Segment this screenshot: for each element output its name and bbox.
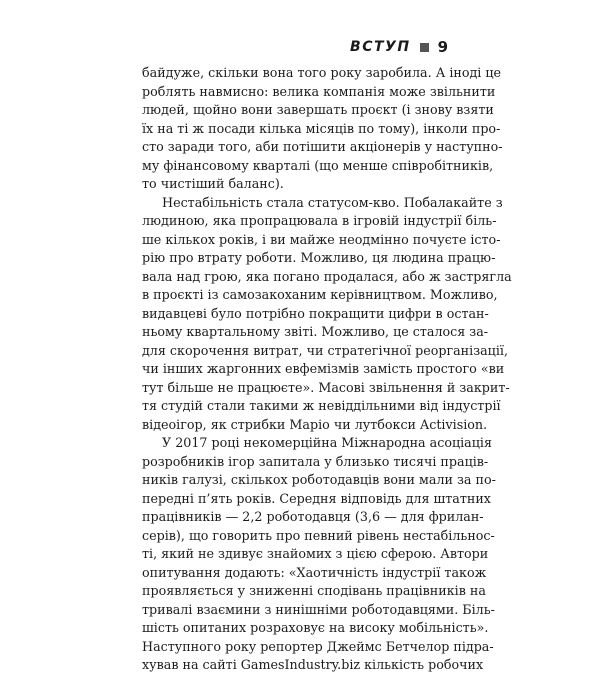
page-number: 9 <box>437 38 448 56</box>
text-line: відеоігор, як стрибки Маріо чи лутбокси Activision. <box>142 416 488 432</box>
text-line: розробників ігор запитала у близько тисячі праців- <box>142 453 489 469</box>
running-head <box>350 38 448 56</box>
text-line: людей, щойно вони завершать проєкт (і знову взяти <box>142 102 494 117</box>
text-line: тут більше не працюєте». Масові звільнення й закрит- <box>142 379 510 395</box>
text-line: вала над грою, яка погано продалася, або ж застрягла <box>142 268 512 284</box>
text-line: для скорочення витрат, чи стратегічної реорганізації, <box>142 342 508 358</box>
text-line: проявляється у зниженні сподівань працівників на <box>142 583 486 598</box>
text-line: чи інших жаргонних евфемізмів замість простого «ви <box>142 361 505 376</box>
text-line: то чистіший баланс). <box>142 176 284 191</box>
paragraph-2 <box>142 194 512 435</box>
text-line: шість опитаних розраховує на високу мобільність». <box>142 620 489 635</box>
separator-square-icon <box>420 43 429 52</box>
text-line: серів), що говорить про певний рівень нестабільнос- <box>142 527 495 543</box>
text-line: видавцеві було потрібно покращити цифри в остан- <box>142 305 489 321</box>
text-line: му фінансовому кварталі (що менше співробітників, <box>142 157 494 173</box>
text-line: ників галузі, скількох роботодавців вони мали за по- <box>142 472 496 487</box>
paragraph-1 <box>142 64 503 194</box>
body-text <box>142 64 512 675</box>
text-line: тя студій стали такими ж невіддільними від індустрії <box>142 398 501 413</box>
text-line: У 2017 році некомерційна Міжнародна асоціація <box>162 435 492 450</box>
text-line: людиною, яка пропрацювала в ігровій індустрії біль- <box>142 213 497 228</box>
text-line: опитування додають: «Хаотичність індустрії також <box>142 564 487 580</box>
text-line: байдуже, скільки вона того року заробила. А іноді це <box>142 65 502 80</box>
text-line: передні п’ять років. Середня відповідь для штатних <box>142 490 491 506</box>
text-line: тривалі взаємини з нинішніми роботодавцями. Біль- <box>142 601 495 617</box>
text-line: в проєкті із самозакоханим керівництвом. Можливо, <box>142 287 498 302</box>
text-line: ньому квартальному звіті. Можливо, це сталося за- <box>142 324 489 339</box>
section-title: ВСТУП <box>350 39 411 55</box>
text-line: ше кількох років, і ви майже неодмінно почуєте істо- <box>142 231 501 247</box>
text-line: ті, який не здивує знайомих з цією сферою. Автори <box>142 546 489 561</box>
text-line: хував на сайті GamesIndustry.biz кількість робочих <box>142 657 484 672</box>
paragraph-3 <box>142 434 496 675</box>
text-line: рію про втрату роботи. Можливо, ця людина працю- <box>142 250 496 265</box>
text-line: сто заради того, аби потішити акціонерів у наступно- <box>142 139 503 154</box>
text-line: Наступного року репортер Джеймс Бетчелор підра- <box>142 638 494 654</box>
text-line: роблять навмисно: велика компанія може звільнити <box>142 83 496 99</box>
text-line: їх на ті ж посади кілька місяців по тому), інколи про- <box>142 120 501 136</box>
text-line: Нестабільність стала статусом-кво. Побалакайте з <box>162 194 503 210</box>
text-line: працівників — 2,2 роботодавця (3,6 — для фрилан- <box>142 509 484 524</box>
